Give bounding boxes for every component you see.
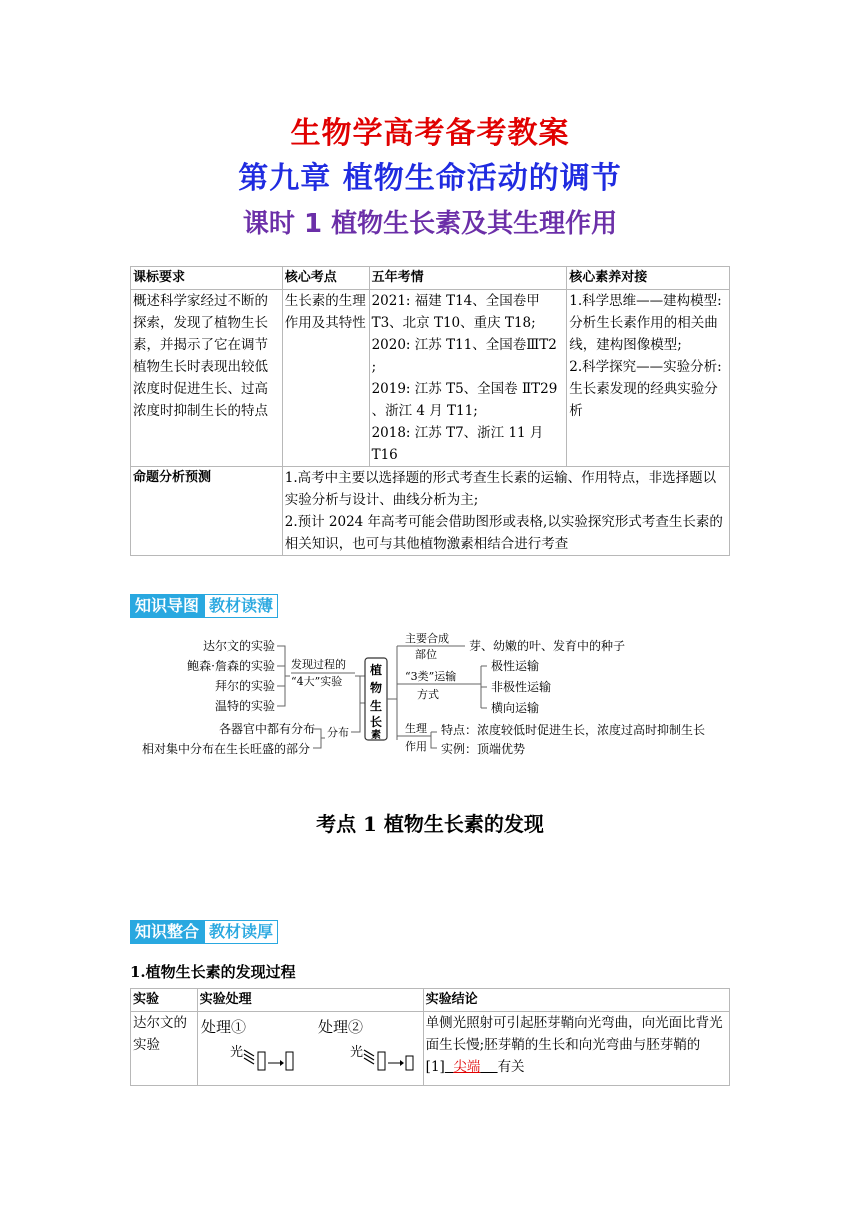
right-brace (387, 646, 403, 740)
synthesis-value: 芽、幼嫩的叶、发育中的种子 (469, 639, 626, 653)
chapter-title: 第九章 植物生命活动的调节 (238, 161, 622, 196)
table-header-row (131, 989, 730, 1012)
transport-item: 横向运输 (491, 701, 540, 715)
transport-item: 极性运输 (491, 659, 540, 673)
prediction-line: 2.预计 2024 年高考可能会借助图形或表格,以实验探究形式考查生长素的相关知识，也可与其他植物激素相结合进行考查 (284, 514, 723, 552)
exp-item: 达尔文的实验 (202, 639, 275, 653)
dist-label: 分布 (327, 726, 349, 739)
transport-label: 方式 (417, 688, 439, 701)
conclusion-text: 有关 (497, 1059, 525, 1075)
treatment-label: 处理① (200, 1018, 246, 1036)
treatment-cell (197, 1012, 423, 1086)
header-cell: 课标要求 (131, 267, 283, 290)
center-char: 长 (369, 715, 383, 729)
table-row (131, 290, 730, 467)
dist-item: 各器官中都有分布 (218, 722, 315, 736)
header-cell: 五年考情 (369, 267, 567, 290)
function-item: 实例：顶端优势 (441, 742, 526, 756)
exp-item: 鲍森·詹森的实验 (187, 659, 275, 673)
experiment-cell: 达尔文的实验 (131, 1012, 198, 1086)
knowledge-integration-badge (130, 920, 278, 944)
light-label: 光 (349, 1045, 363, 1060)
transport-item: 非极性运输 (491, 680, 552, 694)
conclusion-cell (423, 1012, 729, 1086)
treatment-label: 处理② (317, 1018, 363, 1036)
year-line: 2019: 江苏 T5、全国卷 ⅡT29 、浙江 4 月 T11; (371, 381, 558, 419)
dist-item: 相对集中分布在生长旺盛的部分 (141, 742, 310, 756)
table-row (131, 467, 730, 556)
table-header-row (131, 267, 730, 290)
header-cell: 核心素养对接 (567, 267, 730, 290)
function-item: 特点：浓度较低时促进生长，浓度过高时抑制生长 (441, 723, 706, 737)
header-cell: 核心考点 (282, 267, 369, 290)
discovery-table (130, 988, 730, 1086)
center-char: 物 (369, 681, 383, 695)
prediction-cell (282, 467, 729, 556)
standard-cell: 概述科学家经过不断的探索，发现了植物生长素，并揭示了它在调节植物生长时表现出较低浓度时促进生长、过高浓度时抑制生长的特点 (131, 290, 283, 467)
header-cell: 实验 (131, 989, 198, 1012)
answer-blank: 尖端 (453, 1059, 481, 1075)
five-years-cell (369, 290, 567, 467)
exp-label: 发现过程的 (291, 658, 346, 671)
literacy-line: 1.科学思维——建构模型:分析生长素作用的相关曲线，建构图像模型; (569, 293, 722, 353)
section-heading: 考点 1 植物生长素的发现 (316, 812, 544, 836)
center-char: 素 (371, 730, 381, 741)
core-point-cell: 生长素的生理作用及其特性 (282, 290, 369, 467)
prediction-line: 1.高考中主要以选择题的形式考查生长素的运输、作用特点，非选择题以实验分析与设计、曲线分析为主; (284, 470, 717, 508)
badge-left: 知识整合 (130, 920, 204, 944)
center-char: 植 (369, 663, 383, 677)
literacy-cell (567, 290, 730, 467)
header-cell: 实验处理 (197, 989, 423, 1012)
subsection-title: 1.植物生长素的发现过程 (130, 963, 296, 981)
year-line: 2020: 江苏 T11、全国卷ⅢT2 ; (371, 337, 557, 375)
coleoptile-icon (286, 1052, 293, 1070)
treatment-figure (198, 1012, 423, 1078)
conclusion-text: 单侧光照射可引起胚芽鞘向光弯曲，向光面比背光面生长慢;胚芽鞘的生长和向光弯曲与胚芽鞘的[1] (425, 1015, 723, 1075)
exp-item: 温特的实验 (214, 699, 275, 713)
overview-table (130, 266, 730, 556)
knowledge-mindmap (125, 628, 740, 763)
coleoptile-icon (378, 1052, 385, 1070)
exp-label: “4大”实验 (291, 675, 343, 688)
prediction-label: 命题分析预测 (131, 467, 283, 556)
coleoptile-icon (258, 1052, 265, 1070)
light-label: 光 (229, 1045, 243, 1060)
function-label: 生理 (405, 722, 427, 735)
header-cell: 实验结论 (423, 989, 729, 1012)
year-line: 2018: 江苏 T7、浙江 11 月 T16 (371, 425, 544, 463)
badge-right: 教材读薄 (204, 594, 278, 618)
doc-title: 生物学高考备考教案 (290, 116, 570, 151)
year-line: 2021: 福建 T14、全国卷甲 T3、北京 T10、重庆 T18; (371, 293, 540, 331)
knowledge-map-badge (130, 594, 278, 618)
arrow-head-icon (280, 1060, 284, 1066)
synthesis-label: 主要合成 (405, 632, 449, 645)
center-char: 生 (369, 699, 383, 713)
badge-right: 教材读厚 (204, 920, 278, 944)
table-row (131, 1012, 730, 1086)
badge-left: 知识导图 (130, 594, 204, 618)
lesson-title: 课时 1 植物生长素及其生理作用 (242, 209, 618, 239)
arrow-head-icon (400, 1060, 404, 1066)
synthesis-label: 部位 (415, 648, 437, 661)
transport-label: “3类”运输 (405, 670, 457, 683)
exp-item: 拜尔的实验 (214, 679, 275, 693)
literacy-line: 2.科学探究——实验分析:生长素发现的经典实验分析 (569, 359, 722, 419)
transport-brace (475, 666, 487, 708)
function-label: 作用 (405, 740, 427, 753)
coleoptile-icon (406, 1056, 413, 1070)
function-brace (431, 732, 437, 748)
